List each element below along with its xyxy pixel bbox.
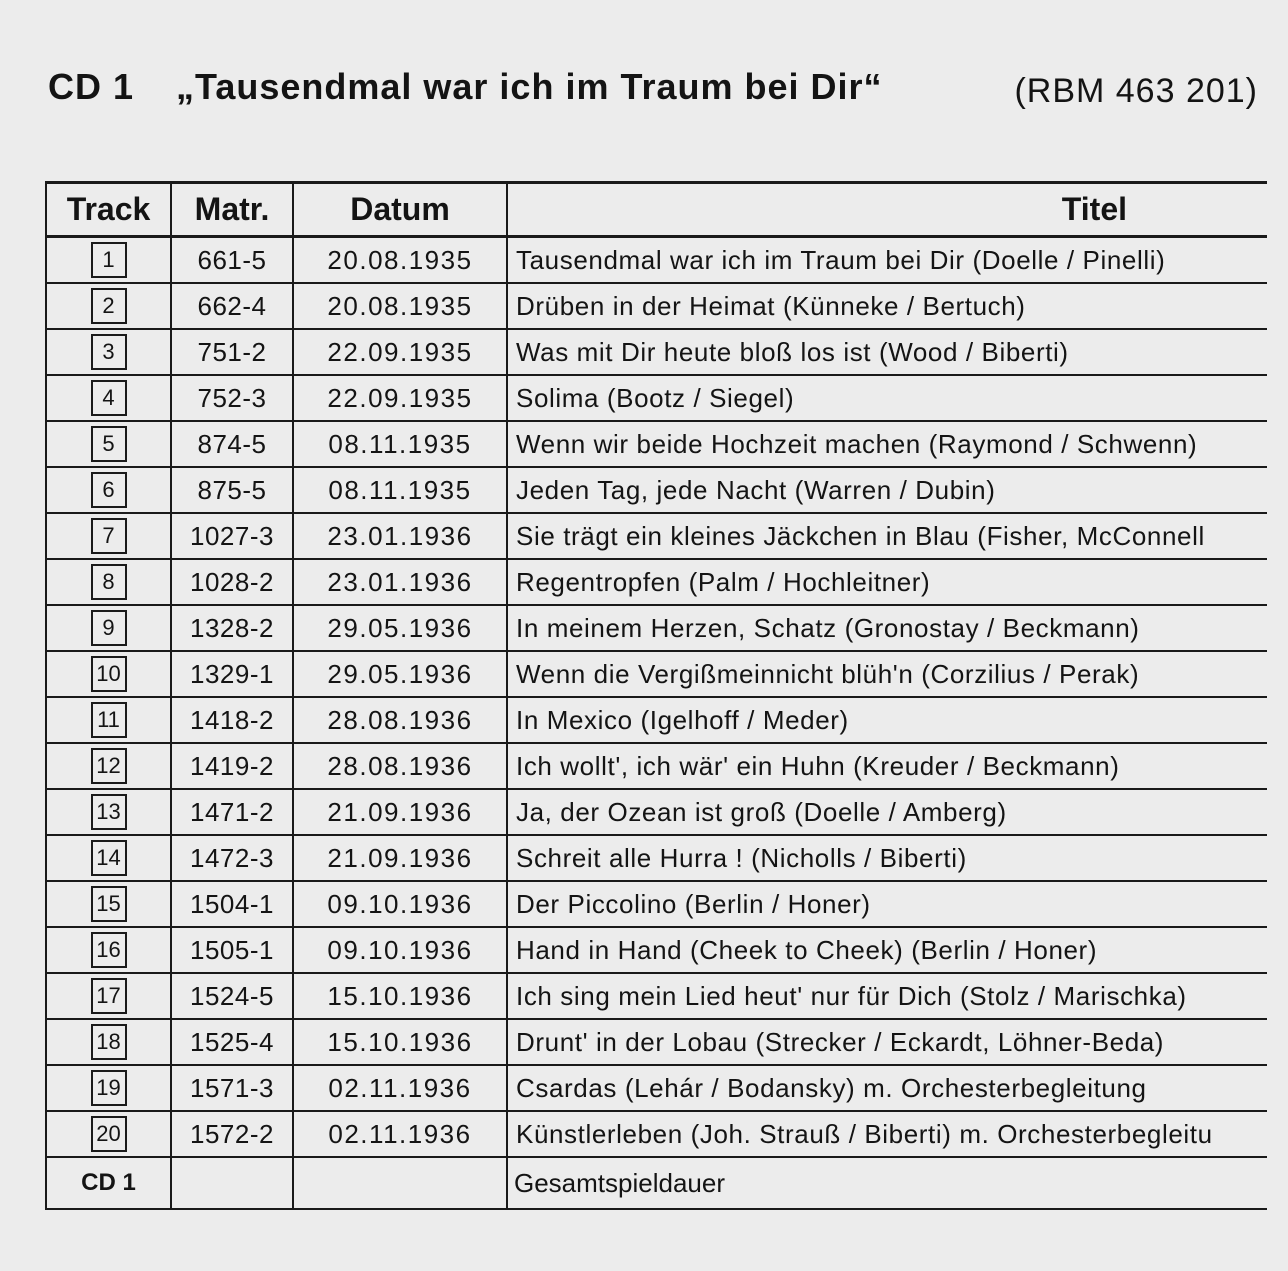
track-title: Sie trägt ein kleines Jäckchen in Blau (Fisher, McConnell xyxy=(507,513,1267,559)
column-header-matrix: Matr. xyxy=(171,183,293,237)
recording-date: 22.09.1935 xyxy=(293,329,507,375)
recording-date: 20.08.1935 xyxy=(293,283,507,329)
recording-date: 08.11.1935 xyxy=(293,467,507,513)
table-row xyxy=(46,559,1267,605)
total-duration-label: Gesamtspieldauer xyxy=(507,1157,1267,1209)
recording-date: 02.11.1936 xyxy=(293,1065,507,1111)
column-header-title: Titel xyxy=(507,183,1267,237)
track-title: Wenn wir beide Hochzeit machen (Raymond / Schwenn) xyxy=(507,421,1267,467)
track-number-cell xyxy=(46,881,171,927)
track-number-cell xyxy=(46,559,171,605)
track-title: Jeden Tag, jede Nacht (Warren / Dubin) xyxy=(507,467,1267,513)
matrix-number: 875-5 xyxy=(171,467,293,513)
track-number: 20 xyxy=(91,1116,127,1152)
matrix-number: 662-4 xyxy=(171,283,293,329)
column-header-date: Datum xyxy=(293,183,507,237)
matrix-number: 1472-3 xyxy=(171,835,293,881)
matrix-number: 751-2 xyxy=(171,329,293,375)
track-title: Tausendmal war ich im Traum bei Dir (Doelle / Pinelli) xyxy=(507,237,1267,284)
track-title: In meinem Herzen, Schatz (Gronostay / Beckmann) xyxy=(507,605,1267,651)
recording-date: 22.09.1935 xyxy=(293,375,507,421)
album-title: „Tausendmal war ich im Traum bei Dir“ xyxy=(176,66,883,107)
track-number-cell xyxy=(46,283,171,329)
table-row xyxy=(46,467,1267,513)
track-number-cell xyxy=(46,789,171,835)
track-title: Wenn die Vergißmeinnicht blüh'n (Corzilius / Perak) xyxy=(507,651,1267,697)
track-number: 6 xyxy=(91,472,127,508)
table-row xyxy=(46,651,1267,697)
track-title: Csardas (Lehár / Bodansky) m. Orchesterbegleitung xyxy=(507,1065,1267,1111)
matrix-number: 1419-2 xyxy=(171,743,293,789)
track-number-cell xyxy=(46,467,171,513)
track-number: 12 xyxy=(91,748,127,784)
track-number: 10 xyxy=(91,656,127,692)
catalog-number: (RBM 463 201) xyxy=(1014,72,1258,110)
table-row xyxy=(46,1019,1267,1065)
track-number-cell xyxy=(46,927,171,973)
table-row xyxy=(46,421,1267,467)
recording-date: 29.05.1936 xyxy=(293,605,507,651)
matrix-number: 1504-1 xyxy=(171,881,293,927)
track-number-cell xyxy=(46,375,171,421)
table-row xyxy=(46,375,1267,421)
recording-date: 23.01.1936 xyxy=(293,513,507,559)
matrix-number: 1572-2 xyxy=(171,1111,293,1157)
matrix-number: 1525-4 xyxy=(171,1019,293,1065)
track-number: 4 xyxy=(91,380,127,416)
recording-date: 20.08.1935 xyxy=(293,237,507,284)
matrix-number: 661-5 xyxy=(171,237,293,284)
matrix-number: 1329-1 xyxy=(171,651,293,697)
table-row xyxy=(46,1111,1267,1157)
header-row xyxy=(46,183,1267,237)
total-matrix-cell xyxy=(171,1157,293,1209)
table-row xyxy=(46,789,1267,835)
track-number: 19 xyxy=(91,1070,127,1106)
cd-number: CD 1 xyxy=(48,66,135,107)
recording-date: 21.09.1936 xyxy=(293,835,507,881)
matrix-number: 1027-3 xyxy=(171,513,293,559)
track-number-cell xyxy=(46,605,171,651)
track-number-cell xyxy=(46,513,171,559)
track-number-cell xyxy=(46,237,171,284)
column-header-track: Track xyxy=(46,183,171,237)
track-number-cell xyxy=(46,1111,171,1157)
matrix-number: 874-5 xyxy=(171,421,293,467)
matrix-number: 752-3 xyxy=(171,375,293,421)
tracklist-table xyxy=(45,181,1267,1210)
table-row xyxy=(46,881,1267,927)
table-row xyxy=(46,237,1267,284)
recording-date: 15.10.1936 xyxy=(293,1019,507,1065)
track-number-cell xyxy=(46,651,171,697)
page-header xyxy=(48,66,1268,120)
total-row xyxy=(46,1157,1267,1209)
matrix-number: 1524-5 xyxy=(171,973,293,1019)
track-number-cell xyxy=(46,835,171,881)
track-number: 13 xyxy=(91,794,127,830)
track-title: Ich wollt', ich wär' ein Huhn (Kreuder / Beckmann) xyxy=(507,743,1267,789)
table-row xyxy=(46,1065,1267,1111)
recording-date: 09.10.1936 xyxy=(293,881,507,927)
track-number-cell xyxy=(46,973,171,1019)
track-number: 11 xyxy=(91,702,127,738)
track-title: Schreit alle Hurra ! (Nicholls / Biberti) xyxy=(507,835,1267,881)
track-number: 17 xyxy=(91,978,127,1014)
track-number-cell xyxy=(46,1019,171,1065)
matrix-number: 1505-1 xyxy=(171,927,293,973)
table-row xyxy=(46,513,1267,559)
track-number: 1 xyxy=(91,242,127,278)
table-row xyxy=(46,605,1267,651)
recording-date: 28.08.1936 xyxy=(293,743,507,789)
track-number: 8 xyxy=(91,564,127,600)
track-title: Solima (Bootz / Siegel) xyxy=(507,375,1267,421)
track-number: 2 xyxy=(91,288,127,324)
recording-date: 23.01.1936 xyxy=(293,559,507,605)
recording-date: 28.08.1936 xyxy=(293,697,507,743)
track-title: Was mit Dir heute bloß los ist (Wood / Biberti) xyxy=(507,329,1267,375)
track-title: Der Piccolino (Berlin / Honer) xyxy=(507,881,1267,927)
track-number: 18 xyxy=(91,1024,127,1060)
track-title: Künstlerleben (Joh. Strauß / Biberti) m. Orchesterbegleitu xyxy=(507,1111,1267,1157)
track-title: Drüben in der Heimat (Künneke / Bertuch) xyxy=(507,283,1267,329)
track-title: Regentropfen (Palm / Hochleitner) xyxy=(507,559,1267,605)
track-title: In Mexico (Igelhoff / Meder) xyxy=(507,697,1267,743)
track-number: 3 xyxy=(91,334,127,370)
tracklist-body xyxy=(46,237,1267,1158)
track-number: 7 xyxy=(91,518,127,554)
track-number: 14 xyxy=(91,840,127,876)
recording-date: 08.11.1935 xyxy=(293,421,507,467)
matrix-number: 1028-2 xyxy=(171,559,293,605)
track-number-cell xyxy=(46,743,171,789)
track-number: 5 xyxy=(91,426,127,462)
track-title: Drunt' in der Lobau (Strecker / Eckardt, Löhner-Beda) xyxy=(507,1019,1267,1065)
matrix-number: 1571-3 xyxy=(171,1065,293,1111)
track-title: Hand in Hand (Cheek to Cheek) (Berlin / Honer) xyxy=(507,927,1267,973)
track-title: Ja, der Ozean ist groß (Doelle / Amberg) xyxy=(507,789,1267,835)
table-row xyxy=(46,973,1267,1019)
track-number: 9 xyxy=(91,610,127,646)
total-cd-label: CD 1 xyxy=(46,1157,171,1209)
recording-date: 15.10.1936 xyxy=(293,973,507,1019)
track-number-cell xyxy=(46,1065,171,1111)
table-row xyxy=(46,927,1267,973)
table-row xyxy=(46,835,1267,881)
recording-date: 21.09.1936 xyxy=(293,789,507,835)
track-number-cell xyxy=(46,329,171,375)
table-row xyxy=(46,329,1267,375)
track-number: 16 xyxy=(91,932,127,968)
matrix-number: 1328-2 xyxy=(171,605,293,651)
recording-date: 29.05.1936 xyxy=(293,651,507,697)
recording-date: 09.10.1936 xyxy=(293,927,507,973)
table-row xyxy=(46,697,1267,743)
track-number-cell xyxy=(46,421,171,467)
matrix-number: 1418-2 xyxy=(171,697,293,743)
recording-date: 02.11.1936 xyxy=(293,1111,507,1157)
track-number: 15 xyxy=(91,886,127,922)
matrix-number: 1471-2 xyxy=(171,789,293,835)
track-number-cell xyxy=(46,697,171,743)
total-date-cell xyxy=(293,1157,507,1209)
table-row xyxy=(46,283,1267,329)
table-row xyxy=(46,743,1267,789)
track-title: Ich sing mein Lied heut' nur für Dich (Stolz / Marischka) xyxy=(507,973,1267,1019)
